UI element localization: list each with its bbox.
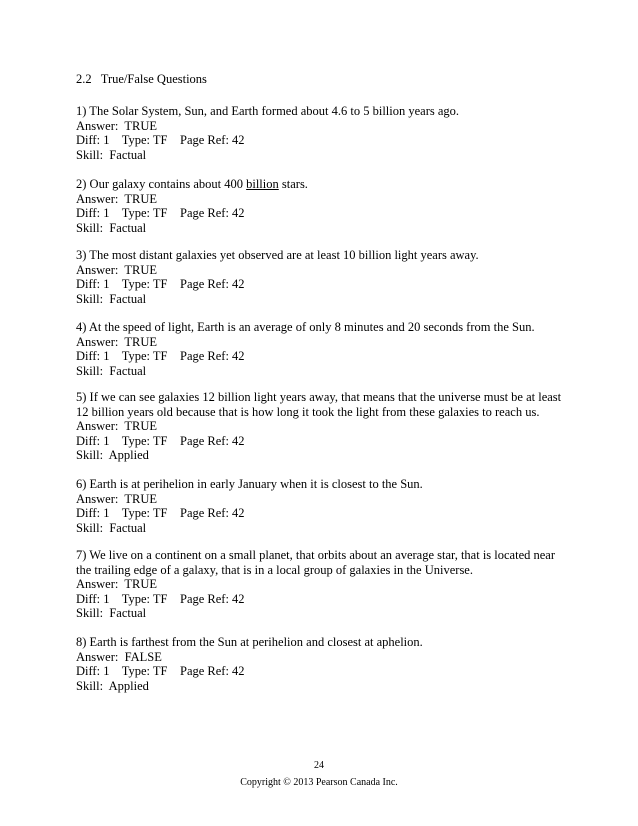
- question-2: [76, 177, 576, 235]
- question-meta: Diff: 1 Type: TF Page Ref: 42: [76, 433, 245, 448]
- question-answer: Answer: TRUE: [76, 491, 158, 506]
- question-stem-part: stars.: [278, 177, 308, 191]
- question-skill: Skill: Applied: [76, 678, 149, 693]
- question-stem: [76, 177, 576, 192]
- question-stem-part: 2) Our galaxy contains about 400: [76, 177, 247, 191]
- question-stem: 1) The Solar System, Sun, and Earth formed about 4.6 to 5 billion years ago.: [76, 104, 460, 118]
- question-meta: Diff: 1 Type: TF Page Ref: 42: [76, 133, 245, 147]
- question-answer: Answer: TRUE: [76, 577, 158, 591]
- question-4: [76, 320, 576, 378]
- question-skill: Skill: Factual: [76, 147, 147, 162]
- question-answer: Answer: FALSE: [76, 649, 162, 664]
- question-answer: Answer: TRUE: [76, 419, 158, 433]
- question-skill: Skill: Factual: [76, 520, 147, 535]
- question-meta: Diff: 1 Type: TF Page Ref: 42: [76, 349, 245, 363]
- question-3: [76, 248, 576, 306]
- question-stem: 8) Earth is farthest from the Sun at perihelion and closest at aphelion.: [76, 635, 423, 649]
- question-7: [76, 548, 558, 621]
- question-meta: Diff: 1 Type: TF Page Ref: 42: [76, 206, 245, 220]
- underlined-word: billion: [246, 177, 279, 191]
- question-skill: Skill: Factual: [76, 220, 147, 235]
- question-1: [76, 104, 576, 162]
- page-number: 24: [314, 760, 324, 771]
- question-meta: Diff: 1 Type: TF Page Ref: 42: [76, 506, 245, 520]
- question-answer: Answer: TRUE: [76, 118, 158, 133]
- question-stem: 6) Earth is at perihelion in early January when it is closest to the Sun.: [76, 477, 423, 491]
- question-answer: Answer: TRUE: [76, 334, 158, 349]
- question-6: [76, 477, 576, 535]
- question-stem: 5) If we can see galaxies 12 billion light years away, that means that the universe must be at least 12 billion years old because that is how long it took the light from these galaxies to reach us.: [76, 390, 562, 419]
- section-title: 2.2 True/False Questions: [76, 72, 207, 86]
- question-skill: Skill: Factual: [76, 291, 147, 306]
- question-meta: Diff: 1 Type: TF Page Ref: 42: [76, 591, 245, 606]
- question-stem: 3) The most distant galaxies yet observed are at least 10 billion light years away.: [76, 248, 479, 262]
- question-8: [76, 635, 576, 693]
- question-stem: 7) We live on a continent on a small planet, that orbits about an average star, that is located near the trailing edge of a galaxy, that is in a local group of galaxies in the Universe.: [76, 548, 556, 577]
- copyright-notice: Copyright © 2013 Pearson Canada Inc.: [240, 777, 398, 788]
- question-meta: Diff: 1 Type: TF Page Ref: 42: [76, 277, 245, 291]
- question-answer: Answer: TRUE: [76, 191, 158, 206]
- question-answer: Answer: TRUE: [76, 262, 158, 277]
- question-skill: Skill: Factual: [76, 363, 147, 378]
- question-meta: Diff: 1 Type: TF Page Ref: 42: [76, 664, 245, 678]
- question-skill: Skill: Applied: [76, 448, 149, 462]
- question-stem: 4) At the speed of light, Earth is an average of only 8 minutes and 20 seconds from the Sun.: [76, 320, 535, 334]
- question-skill: Skill: Factual: [76, 606, 147, 620]
- question-5: [76, 390, 570, 463]
